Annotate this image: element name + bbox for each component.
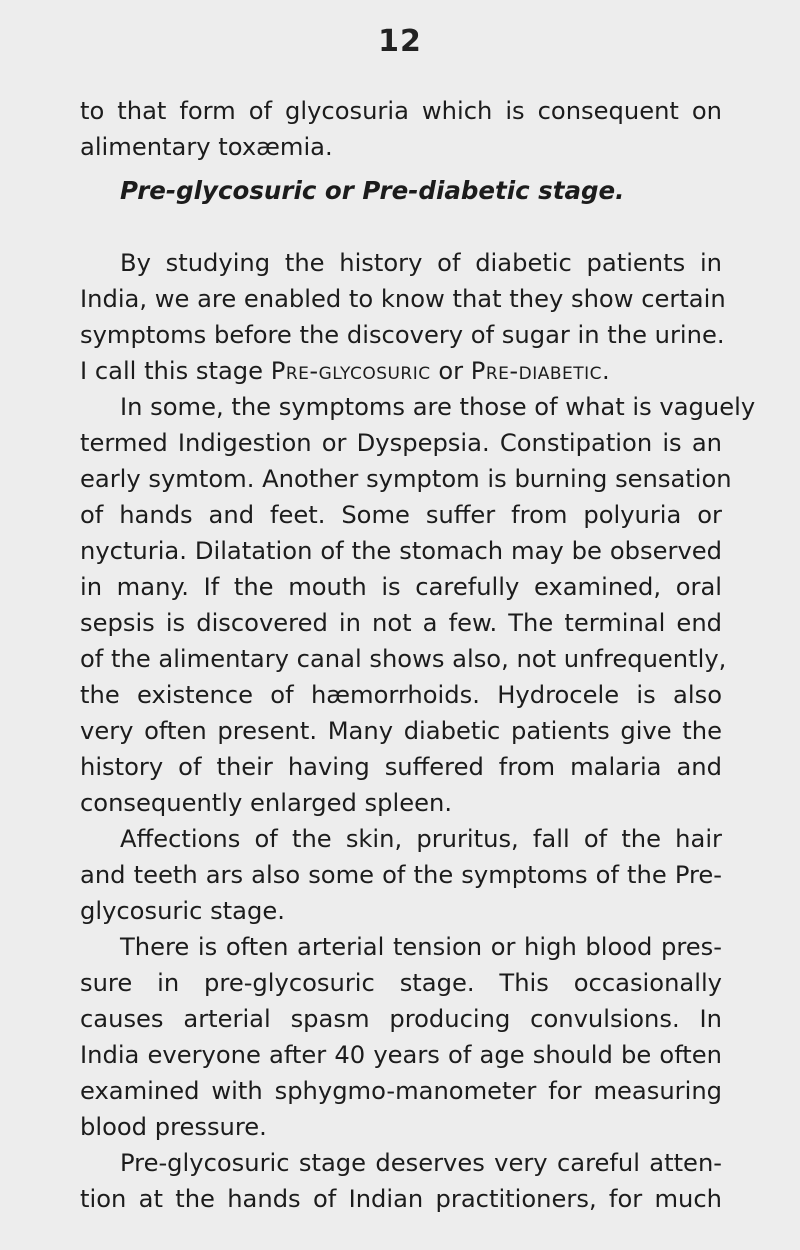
text-line: sure in pre-glycosuric stage. This occasionally [80,969,722,997]
text-line: in many. If the mouth is carefully examined, oral [80,573,722,601]
text-line: sepsis is discovered in not a few. The terminal end [80,609,722,637]
text-line: of the alimentary canal shows also, not unfrequently, [80,645,727,673]
text-line: the existence of hæmorrhoids. Hydrocele is also [80,681,722,709]
text-line: alimentary toxæmia. [80,133,333,161]
text-line: very often present. Many diabetic patients give the [80,717,722,745]
page-number: 12 [378,24,422,59]
text-fragment: I call this stage [80,357,271,385]
text-line: India, we are enabled to know that they show certain [80,285,726,313]
text-fragment: or [430,357,471,385]
text-line: nycturia. Dilatation of the stomach may be observed [80,537,722,565]
text-line: glycosuric stage. [80,897,285,925]
text-line: examined with sphygmo-manometer for measuring [80,1077,722,1105]
text-line [80,353,722,389]
section-heading: Pre-glycosuric or Pre-diabetic stage. [120,176,625,205]
text-line: By studying the history of diabetic patients in [120,249,722,277]
term-small-caps: Pre-diabetic. [470,357,611,385]
text-line: causes arterial spasm producing convulsions. In [80,1005,722,1033]
text-line: of hands and feet. Some suffer from polyuria or [80,501,722,529]
text-line: tion at the hands of Indian practitioners, for much [80,1185,722,1213]
text-line: Pre-glycosuric stage deserves very careful atten- [120,1149,722,1177]
text-line: consequently enlarged spleen. [80,789,453,817]
text-line: termed Indigestion or Dyspepsia. Constipation is an [80,429,722,457]
text-line: In some, the symptoms are those of what is vaguely [120,393,756,421]
text-line: blood pressure. [80,1113,267,1141]
text-line: early symtom. Another symptom is burning sensation [80,465,732,493]
text-line: There is often arterial tension or high blood pres- [120,933,722,961]
text-line: to that form of glycosuria which is consequent on [80,97,722,125]
text-line: India everyone after 40 years of age should be often [80,1041,722,1069]
text-line: Affections of the skin, pruritus, fall of the hair [120,825,722,853]
term-small-caps: Pre-glycosuric [270,357,431,385]
text-line: and teeth ars also some of the symptoms of the Pre- [80,861,722,889]
text-line: symptoms before the discovery of sugar in the urine. [80,321,725,349]
text-line: history of their having suffered from malaria and [80,753,722,781]
